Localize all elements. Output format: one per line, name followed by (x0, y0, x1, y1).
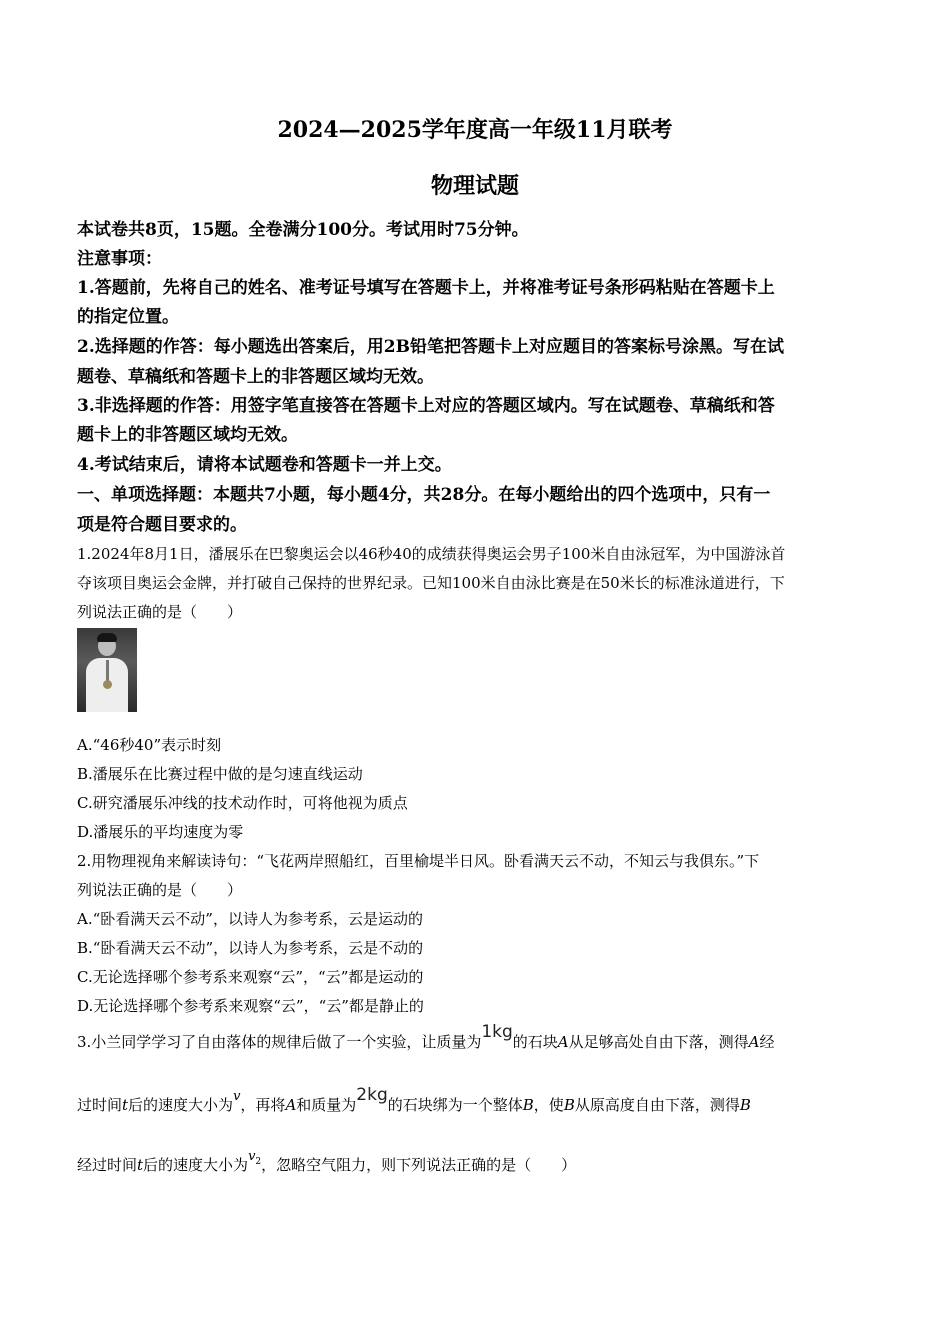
q3-stem-line-1: 3.小兰同学学习了自由落体的规律后做了一个实验，让质量为1kg的石块A从足够高处自由下落，测得A经 (77, 1022, 775, 1051)
swimmer-photo (77, 628, 137, 712)
q1-option-d: D.潘展乐的平均速度为零 (77, 823, 244, 841)
speed-v: v (233, 1089, 241, 1104)
notes-heading: 注意事项： (77, 249, 162, 269)
note-1-line-2: 的指定位置。 (77, 307, 179, 327)
section-1-heading-line-1: 一、单项选择题：本题共7小题，每小题4分，共28分。在每小题给出的四个选项中，只有一 (77, 485, 771, 505)
note-2-line-2: 题卷、草稿纸和答题卡上的非答题区域均无效。 (77, 367, 434, 387)
q1-option-a: A.“46秒40”表示时刻 (77, 736, 222, 754)
q3-stem-line-2: 过时间t后的速度大小为v，再将A和质量为2kg的石块绑为一个整体B，使B从原高度自由下落，测得B (77, 1085, 751, 1114)
mass-1kg: 1kg (481, 1022, 513, 1042)
subject-title: 物理试题 (430, 173, 519, 199)
note-1-line-1: 1.答题前，先将自己的姓名、准考证号填写在答题卡上，并将准考证号条形码粘贴在答题卡上 (77, 278, 775, 298)
note-2-line-1: 2.选择题的作答：每小题选出答案后，用2B铅笔把答题卡上对应题目的答案标号涂黑。写在试 (77, 337, 784, 357)
q2-option-b: B.“卧看满天云不动”，以诗人为参考系，云是不动的 (77, 939, 424, 957)
speed-v2: $v_2$ (248, 1149, 262, 1167)
q2-option-a: A.“卧看满天云不动”，以诗人为参考系，云是运动的 (77, 910, 423, 928)
q1-option-b: B.潘展乐在比赛过程中做的是匀速直线运动 (77, 765, 363, 783)
q1-option-c: C.研究潘展乐冲线的技术动作时，可将他视为质点 (77, 794, 408, 812)
q2-stem-line-2: 列说法正确的是（ ） (77, 881, 243, 899)
section-1-heading-line-2: 项是符合题目要求的。 (77, 515, 247, 535)
mass-2kg: 2kg (356, 1085, 388, 1105)
q2-option-d: D.无论选择哪个参考系来观察“云”，“云”都是静止的 (77, 997, 424, 1015)
q1-stem-line-3: 列说法正确的是（ ） (77, 603, 243, 621)
note-3-line-2: 题卡上的非答题区域均无效。 (77, 425, 298, 445)
q2-option-c: C.无论选择哪个参考系来观察“云”，“云”都是运动的 (77, 968, 424, 986)
exam-info: 本试卷共8页，15题。全卷满分100分。考试用时75分钟。 (77, 220, 529, 240)
q1-stem-line-1: 1.2024年8月1日，潘展乐在巴黎奥运会以46秒40的成绩获得奥运会男子100米自由泳冠军，为中国游泳首 (77, 545, 786, 563)
q2-stem-line-1: 2.用物理视角来解读诗句：“飞花两岸照船红，百里榆堤半日风。卧看满天云不动，不知云与我俱东。”下 (77, 852, 760, 870)
note-3-line-1: 3.非选择题的作答：用签字笔直接答在答题卡上对应的答题区域内。写在试题卷、草稿纸和答 (77, 396, 775, 416)
exam-title: 2024—2025学年度高一年级11月联考 (277, 117, 673, 143)
note-4: 4.考试结束后，请将本试题卷和答题卡一并上交。 (77, 455, 452, 475)
q3-stem-line-3: 经过时间t后的速度大小为$v_2$，忽略空气阻力，则下列说法正确的是（ ） (77, 1149, 577, 1174)
q1-stem-line-2: 夺该项目奥运会金牌，并打破自己保持的世界纪录。已知100米自由泳比赛是在50米长的标准泳道进行，下 (77, 574, 785, 592)
